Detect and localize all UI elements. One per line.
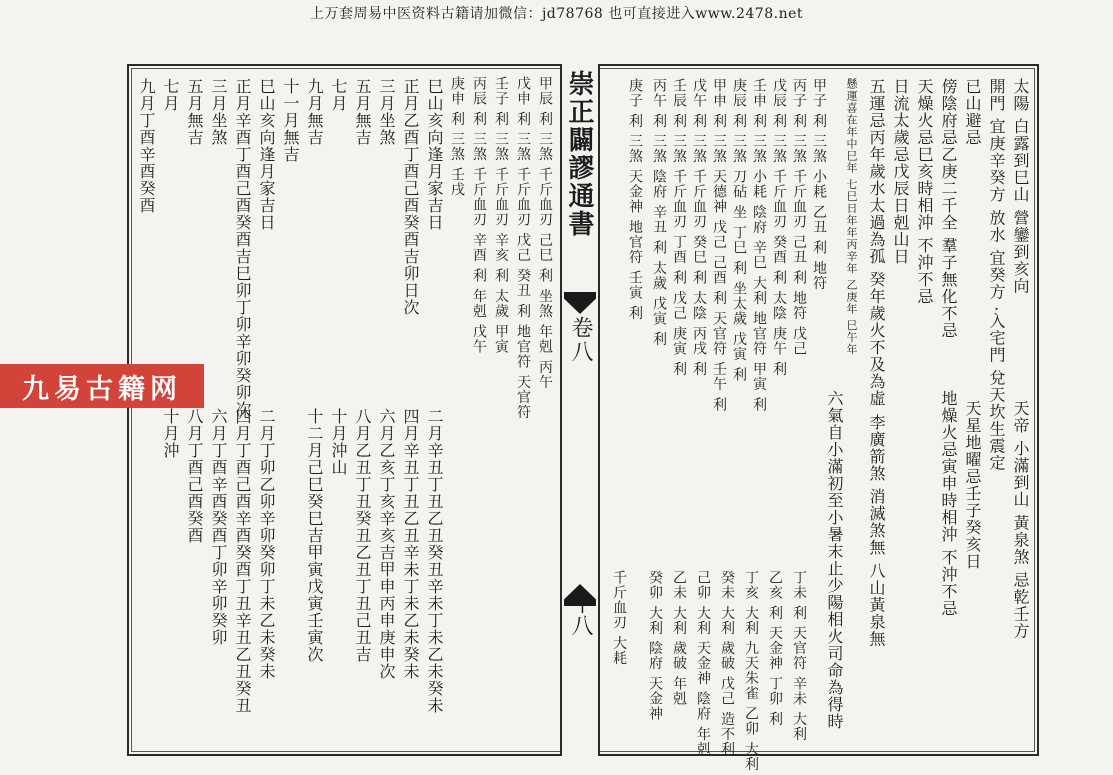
left-month2-col-5: 九月丁酉辛酉癸酉 xyxy=(137,78,156,214)
left-month-col-5: 九月無吉 xyxy=(305,78,324,146)
left-month-col-1: 正月乙酉丁酉己酉癸酉吉卯日次 xyxy=(401,78,420,316)
right-year-col-5: 甲申 利 三煞 天德神 戊己 己酉 利 天官符 壬午 利 xyxy=(711,78,727,413)
spine-title: 崇正闢謬通書 xyxy=(564,70,594,238)
spine-volume: 卷八 xyxy=(568,316,593,364)
right-header-col-12: 天帝 小滿到山 黃泉煞 忌乾壬方 xyxy=(1011,400,1030,640)
left-upper-col-0: 甲辰 利 三煞 千斤血刃 己巳 利 坐煞 年剋 丙午 xyxy=(537,76,553,390)
right-header-col-8: 六氣自小滿初至小暑末止少陽相火司命為得時 xyxy=(825,390,844,730)
right-year-col-3: 壬申 利 三煞 小耗 陰府 辛巳 大利 地官符 甲寅 利 xyxy=(751,78,767,413)
left-month2-col-0: 巳山亥向逢月家吉日 xyxy=(257,78,276,231)
left-upper-col-4: 庚申 利 三煞 壬戌 xyxy=(449,76,465,198)
right-header-col-4: 天燥火忌巳亥時相沖 不沖不忌 xyxy=(915,78,934,306)
right-header-col-1: 開門 宜庚辛癸方 放水 宜癸方 ·入宅門 兌天坎生震定 xyxy=(987,78,1006,472)
right-header-col-2: 已山避忌 xyxy=(963,78,982,146)
left-month2-col-4: 七月 xyxy=(161,78,180,112)
left-month2-col-3: 五月無吉 xyxy=(185,78,204,146)
left-bottom-col-8: 六月丁酉辛酉癸酉丁卯辛卯癸卯 xyxy=(209,408,228,646)
right-lower-col-1: 乙亥 利 天金神 丁卯 利 xyxy=(767,570,783,727)
left-month-col-0: 巳山亥向逢月家吉日 xyxy=(425,78,444,231)
left-upper-col-1: 戊申 利 三煞 千斤血刃 戊己 癸丑 利 地官符 天官符 xyxy=(515,76,531,420)
right-year-col-4: 庚辰 利 三煞 刀砧 坐 丁巳 利 坐太歲 戊寅 利 xyxy=(731,78,747,383)
spine-page-number: 十八 xyxy=(568,592,593,636)
right-year-col-8: 丙午 利 三煞 陰府 辛丑 利 太歲 戊寅 利 xyxy=(651,78,667,347)
left-bottom-col-1: 四月辛丑丁丑乙丑辛未丁未乙未癸未 xyxy=(401,408,420,680)
right-header-col-6: 五運忌丙年歲水太過為孤 癸年歲火不及為虛 xyxy=(867,78,886,408)
left-month-col-4: 七月 xyxy=(329,78,348,112)
right-lower-col-3: 癸未 大利 歲破 戊己 造不利 xyxy=(719,570,735,757)
fish-tail-mark-icon xyxy=(564,292,596,314)
right-year-col-7: 壬辰 利 三煞 千斤血刃 丁酉 利 戊己 庚寅 利 xyxy=(671,78,687,377)
left-bottom-col-5: 十二月己巳癸巳吉甲寅戊寅壬寅次 xyxy=(305,408,324,663)
right-year-col-6: 戊午 利 三煞 千斤血刃 癸巳 利 太陰 丙戌 利 xyxy=(691,78,707,377)
right-header-col-7: 懸運喜在年中巳年 七巳日年年丙辛年 乙庚年 巳午年 xyxy=(845,78,858,356)
right-lower-col-7: 千斤血刃 大耗 xyxy=(611,570,627,666)
book-spine xyxy=(560,64,600,756)
left-bottom-col-4: 十月沖山 xyxy=(329,408,348,476)
left-bottom-col-0: 二月辛丑丁丑乙丑癸丑辛未丁未乙未癸未 xyxy=(425,408,444,714)
right-header-col-3: 傍陰府忌乙庚二千全 羣子無化不忌 xyxy=(939,78,958,340)
right-year-col-1: 丙子 利 三煞 千斤血刃 己丑 利 地符 戊己 xyxy=(791,78,807,357)
left-bottom-col-3: 八月乙丑丁丑癸丑乙丑丁丑己丑吉 xyxy=(353,408,372,663)
top-banner: 上万套周易中医资料古籍请加微信：jd78768 也可直接进入www.2478.net xyxy=(309,6,804,22)
right-lower-col-2: 丁亥 大利 九天朱雀 乙卯 大利 xyxy=(743,570,759,772)
left-bottom-col-2: 六月乙亥丁亥辛亥吉甲申丙申庚申次 xyxy=(377,408,396,680)
right-header-col-11: 天星地曜忌壬子癸亥日 xyxy=(963,400,982,570)
right-header-col-0: 太陽 白露到巳山 營鑾到亥向 xyxy=(1011,78,1030,295)
right-lower-col-0: 丁未 利 天官符 辛未 大利 xyxy=(791,570,807,742)
left-bottom-col-7: 四月丁酉己酉辛酉癸酉丁丑辛丑乙丑癸丑 xyxy=(233,408,252,714)
left-month2-col-2: 三月坐煞 xyxy=(209,78,228,146)
left-month-col-2: 三月坐煞 xyxy=(377,78,396,146)
left-month-col-3: 五月無吉 xyxy=(353,78,372,146)
left-bottom-col-9: 八月丁酉己酉癸酉 xyxy=(185,408,204,544)
right-header-col-5: 日流太歲忌戊辰日剋山日 xyxy=(891,78,910,265)
right-year-col-9: 庚子 利 三煞 天金神 地官符 壬寅 利 xyxy=(627,78,643,321)
right-header-col-10: 李廣箭煞 消滅煞無 八山黃泉無 xyxy=(867,414,886,648)
right-year-col-0: 甲子 利 三煞 小耗 乙丑 利 地符 xyxy=(811,78,827,291)
right-lower-col-4: 己卯 大利 天金神 陰府 年剋 xyxy=(695,570,711,757)
left-upper-col-2: 壬子 利 三煞 千斤血刃 辛亥 利 太歲 甲寅 xyxy=(493,76,509,355)
left-month2-col-1: 正月辛酉丁酉己酉癸酉吉巳卯丁卯辛卯癸卯次 xyxy=(233,78,252,418)
left-upper-col-3: 丙辰 利 三煞 千斤血刃 辛酉 利 年剋 戊午 xyxy=(471,76,487,355)
watermark-badge: 九易古籍网 xyxy=(0,364,204,408)
left-bottom-col-6: 二月丁卯乙卯辛卯癸卯丁未乙未癸未 xyxy=(257,408,276,680)
right-year-col-2: 戊辰 利 三煞 千斤血刃 癸酉 利 太陰 庚午 利 xyxy=(771,78,787,377)
left-month-col-6: 十一月無吉 xyxy=(281,78,300,163)
right-header-col-9: 地燥火忌寅申時相沖 不沖不忌 xyxy=(939,390,958,618)
right-lower-col-6: 癸卯 大利 陰府 天金神 xyxy=(647,570,663,722)
right-lower-col-5: 乙未 大利 歲破 年剋 xyxy=(671,570,687,707)
left-bottom-col-10: 十月沖 xyxy=(161,408,180,459)
